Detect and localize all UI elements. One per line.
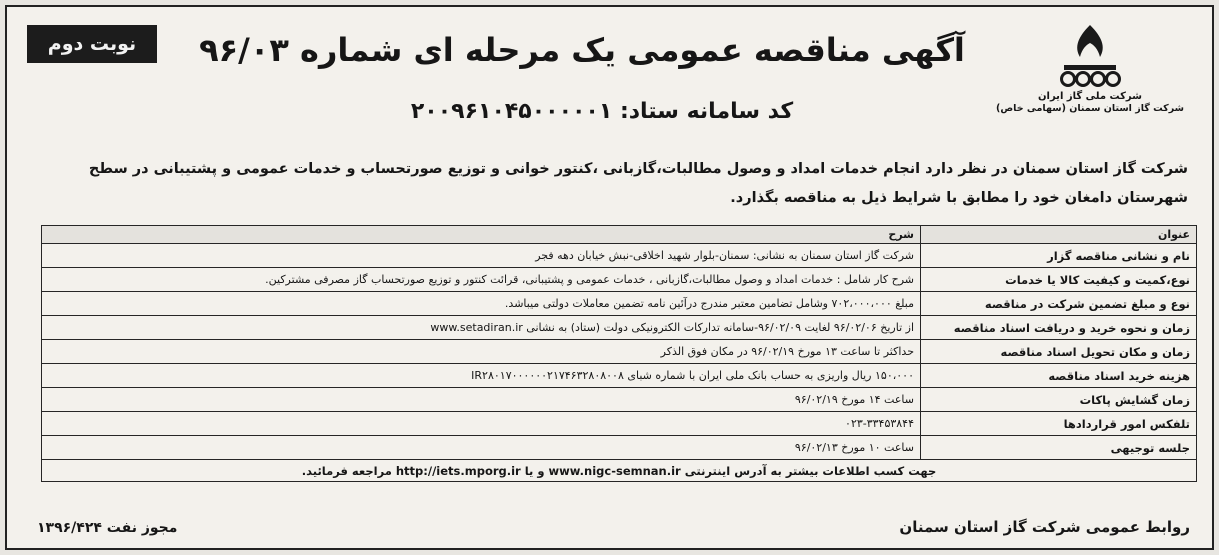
row-label: نوع،کمیت و کیفیت کالا یا خدمات	[921, 268, 1197, 292]
header-description: شرح	[42, 226, 921, 244]
row-description: ۱۵۰،۰۰۰ ریال واریزی به حساب بانک ملی ایران با شماره شبای IR۲۸۰۱۷۰۰۰۰۰۰۲۱۷۴۶۳۲۸۰۸۰۰۸	[42, 364, 921, 388]
header-label: عنوان	[921, 226, 1197, 244]
table-row	[42, 436, 1197, 460]
table-row	[42, 316, 1197, 340]
tender-ad-frame	[5, 5, 1214, 550]
logo-line-1: شرکت ملی گاز ایران	[1038, 91, 1142, 102]
row-label: زمان گشایش پاکات	[921, 388, 1197, 412]
public-relations-signature: روابط عمومی شرکت گاز استان سمنان	[899, 518, 1190, 536]
table-header-row	[42, 226, 1197, 244]
row-label: جلسه توجیهی	[921, 436, 1197, 460]
row-description: ۰۲۳-۳۳۴۵۳۸۴۴	[42, 412, 921, 436]
row-description: شرکت گاز استان سمنان به نشانی: سمنان-بلوار شهید اخلاقی-نبش خیابان دهه فجر	[42, 244, 921, 268]
row-label: زمان و مکان تحویل اسناد مناقصه	[921, 340, 1197, 364]
setad-code: کد سامانه ستاد: ۲۰۰۹۶۱۰۴۵۰۰۰۰۰۱	[410, 99, 794, 124]
company-logo	[990, 21, 1190, 114]
row-label: تلفکس امور قراردادها	[921, 412, 1197, 436]
row-label: هزینه خرید اسناد مناقصه	[921, 364, 1197, 388]
logo-line-2: شرکت گاز استان سمنان (سهامی خاص)	[996, 103, 1184, 114]
row-description: از تاریخ ۹۶/۰۲/۰۶ لغایت ۹۶/۰۲/۰۹-سامانه تدارکات الکترونیکی دولت (ستاد) به نشانی www.setadiran.ir	[42, 316, 921, 340]
flame-logo-icon	[1050, 21, 1130, 89]
row-label: زمان و نحوه خرید و دریافت اسناد مناقصه	[921, 316, 1197, 340]
row-description: ساعت ۱۴ مورخ ۹۶/۰۲/۱۹	[42, 388, 921, 412]
more-info-note: جهت کسب اطلاعات بیشتر به آدرس اینترنتی www.nigc-semnan.ir و یا http://iets.mporg.ir مراجعه فرمائید.	[42, 460, 1197, 482]
table-row	[42, 412, 1197, 436]
tender-details-table	[41, 225, 1197, 482]
row-label: نام و نشانی مناقصه گزار	[921, 244, 1197, 268]
table-row	[42, 340, 1197, 364]
row-label: نوع و مبلغ تضمین شرکت در مناقصه	[921, 292, 1197, 316]
row-description: مبلغ ۷۰۲،۰۰۰،۰۰۰ وشامل تضامین معتبر مندرج درآئین نامه تضمین معاملات دولتی میباشد.	[42, 292, 921, 316]
ad-title: آگهی مناقصه عمومی یک مرحله ای شماره ۹۶/۰۳	[199, 31, 965, 69]
table-row	[42, 268, 1197, 292]
row-description: حداکثر تا ساعت ۱۳ مورخ ۹۶/۰۲/۱۹ در مکان فوق الذکر	[42, 340, 921, 364]
table-footer-row	[42, 460, 1197, 482]
row-description: ساعت ۱۰ مورخ ۹۶/۰۲/۱۳	[42, 436, 921, 460]
intro-paragraph: شرکت گاز استان سمنان در نظر دارد انجام خدمات امداد و وصول مطالبات،گازبانی ،کنتور خوانی و توزیع صورتحساب و خدمات عمومی و پشتیبانی در سطح شهرستان دامغان خود را مطابق با شرایط ذیل به مناقصه بگذارد.	[88, 161, 1188, 206]
oil-license-number: مجوز نفت ۱۳۹۶/۴۲۴	[37, 520, 178, 536]
second-publication-badge: نوبت دوم	[27, 25, 157, 63]
table-row	[42, 364, 1197, 388]
table-row	[42, 292, 1197, 316]
row-description: شرح کار شامل : خدمات امداد و وصول مطالبات،گازبانی ، خدمات عمومی و پشتیبانی، قرائت کنتور و توزیع صورتحساب گاز مصرفی مشترکین.	[42, 268, 921, 292]
table-row	[42, 244, 1197, 268]
table-row	[42, 388, 1197, 412]
